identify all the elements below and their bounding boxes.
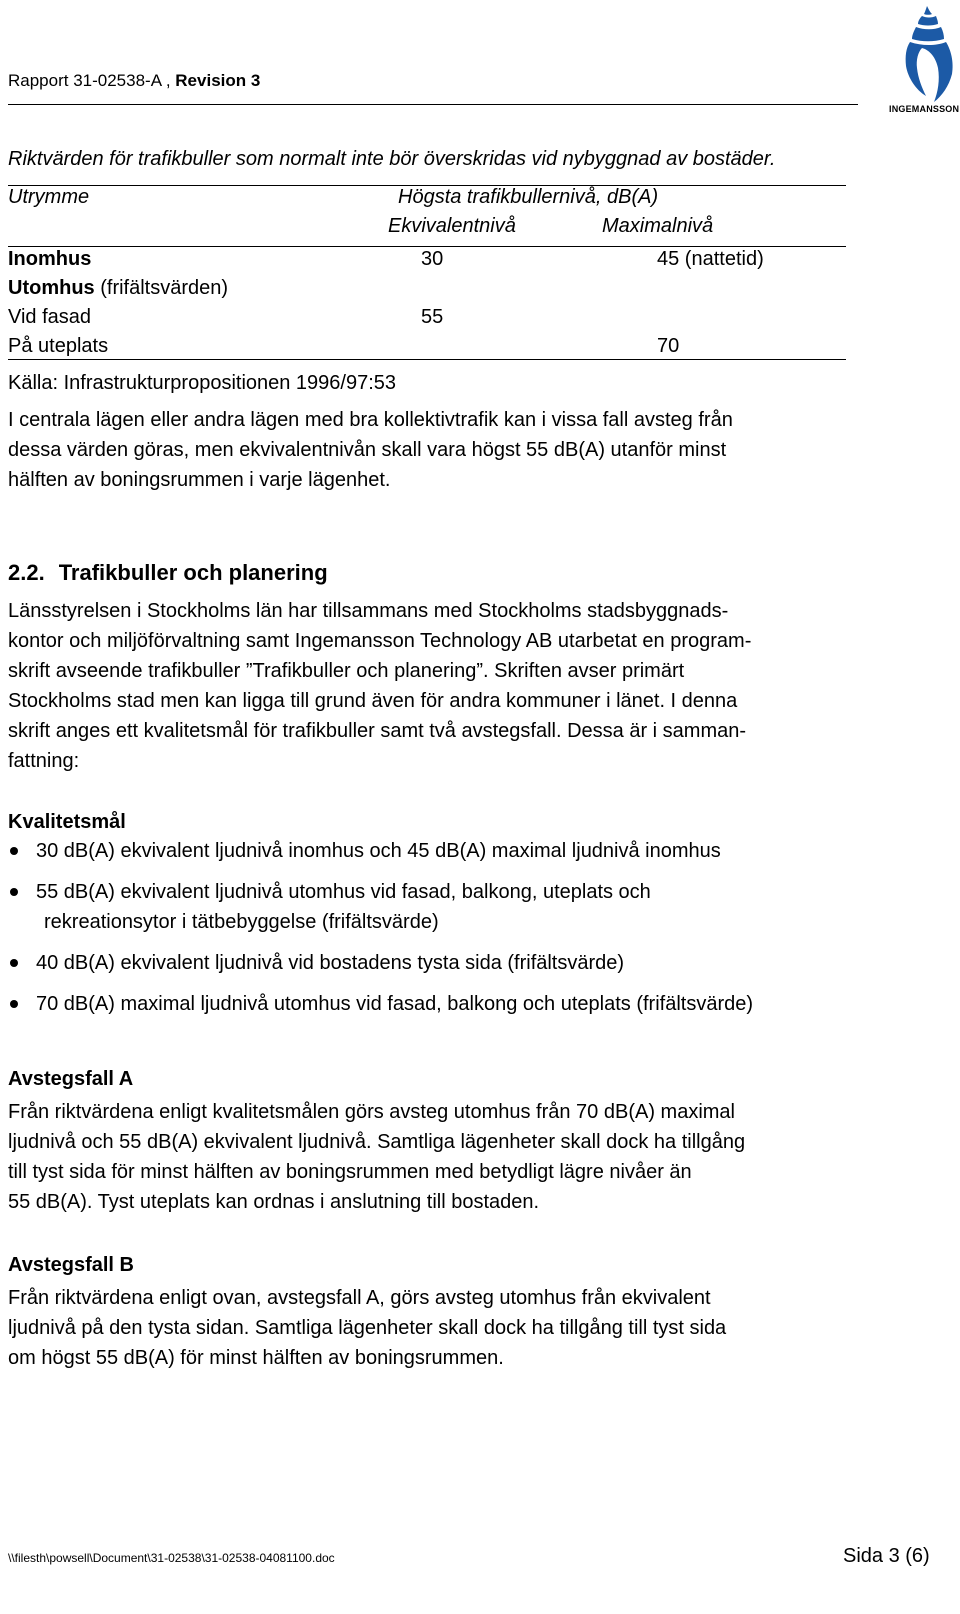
avsteg-b-heading: Avstegsfall B [8,1254,134,1276]
col-header-equiv: Ekvivalentnivå [388,215,516,237]
table-row-label: Inomhus [8,248,92,270]
table-source: Källa: Infrastrukturpropositionen 1996/97:53 [8,372,397,394]
kvalitet-list [8,836,908,1019]
bullet-icon [10,847,18,855]
avsteg-b-body: Från riktvärdena enligt ovan, avstegsfall A, görs avsteg utomhus från ekvivalent ljudnivå på den tysta sidan. Samtliga lägenheter skall dock ha tillgång till tyst sida om högst 55 dB(A) för minst hälften av boningsrummen. [8,1287,727,1369]
footer-file-path: \\filesth\powsell\Document\31-02538\31-02538-04081100.doc [8,1551,335,1565]
table-rule-bottom [8,359,846,360]
col-header-room: Utrymme [8,186,90,208]
table-row-label: Utomhus (frifältsvärden) [8,277,229,299]
table-cell-equiv: 30 [421,248,444,270]
section-number: 2.2. [8,560,45,585]
avsteg-a-body: Från riktvärdena enligt kvalitetsmålen görs avsteg utomhus från 70 dB(A) maximal ljudnivå och 55 dB(A) ekvivalent ljudnivå. Samtliga lägenheter skall dock ha tillgång till tyst sida för minst hälften av boningsrummen med betydligt lägre nivåer än 55 dB(A). Tyst uteplats kan ordnas i anslutning till bostaden. [8,1101,746,1213]
kvalitet-heading: Kvalitetsmål [8,811,126,833]
list-item: 30 dB(A) ekvivalent ljudnivå inomhus och 45 dB(A) maximal ljudnivå inomhus [8,836,908,866]
footer-page-number: Sida 3 (6) [843,1545,930,1567]
bullet-icon [10,1000,18,1008]
avsteg-a-heading: Avstegsfall A [8,1068,134,1090]
section-heading [8,557,328,589]
table-cell-max: 45 (nattetid) [657,248,764,270]
report-header [8,70,260,92]
header-rule [8,104,858,105]
logo-wordmark: INGEMANSSON [889,104,960,114]
section-title: Trafikbuller och planering [58,560,328,585]
table-cell-max: 70 [657,335,680,357]
table-row-label: Vid fasad [8,306,92,328]
col-header-level: Högsta trafikbullernivå, dB(A) [398,186,659,208]
report-revision: Revision 3 [175,71,261,90]
list-item: 40 dB(A) ekvivalent ljudnivå vid bostadens tysta sida (frifältsvärde) [8,948,908,978]
shell-logo-icon [896,4,958,119]
table-cell-equiv: 55 [421,306,444,328]
intro-paragraph: I centrala lägen eller andra lägen med bra kollektivtrafik kan i vissa fall avsteg från dessa värden göras, men ekvivalentnivån skall vara högst 55 dB(A) utanför minst hälften av boningsrummen i varje lägenhet. [8,409,733,491]
section-body: Länsstyrelsen i Stockholms län har tillsammans med Stockholms stadsbyggnads- kontor och miljöförvaltning samt Ingemansson Technology AB utarbetat en program- skrift avseende trafikbuller ”Trafikbuller och planering”. Skriften avser primärt Stockholms stad men kan ligga till grund även för andra kommuner i länet. I denna skrift anges ett kvalitetsmål för trafikbuller samt två avstegsfall. Dessa är i samman- fattning: [8,600,752,772]
table-caption: Riktvärden för trafikbuller som normalt inte bör överskridas vid nybyggnad av bostäder. [8,148,776,170]
bullet-icon [10,959,18,967]
bullet-icon [10,888,18,896]
report-number: Rapport 31-02538-A , [8,71,176,90]
table-row-label: På uteplats [8,335,109,357]
col-header-max: Maximalnivå [602,215,714,237]
list-item: 70 dB(A) maximal ljudnivå utomhus vid fasad, balkong och uteplats (frifältsvärde) [8,989,908,1019]
list-item: 55 dB(A) ekvivalent ljudnivå utomhus vid fasad, balkong, uteplats och rekreationsytor i tätbebyggelse (frifältsvärde) [8,877,908,937]
